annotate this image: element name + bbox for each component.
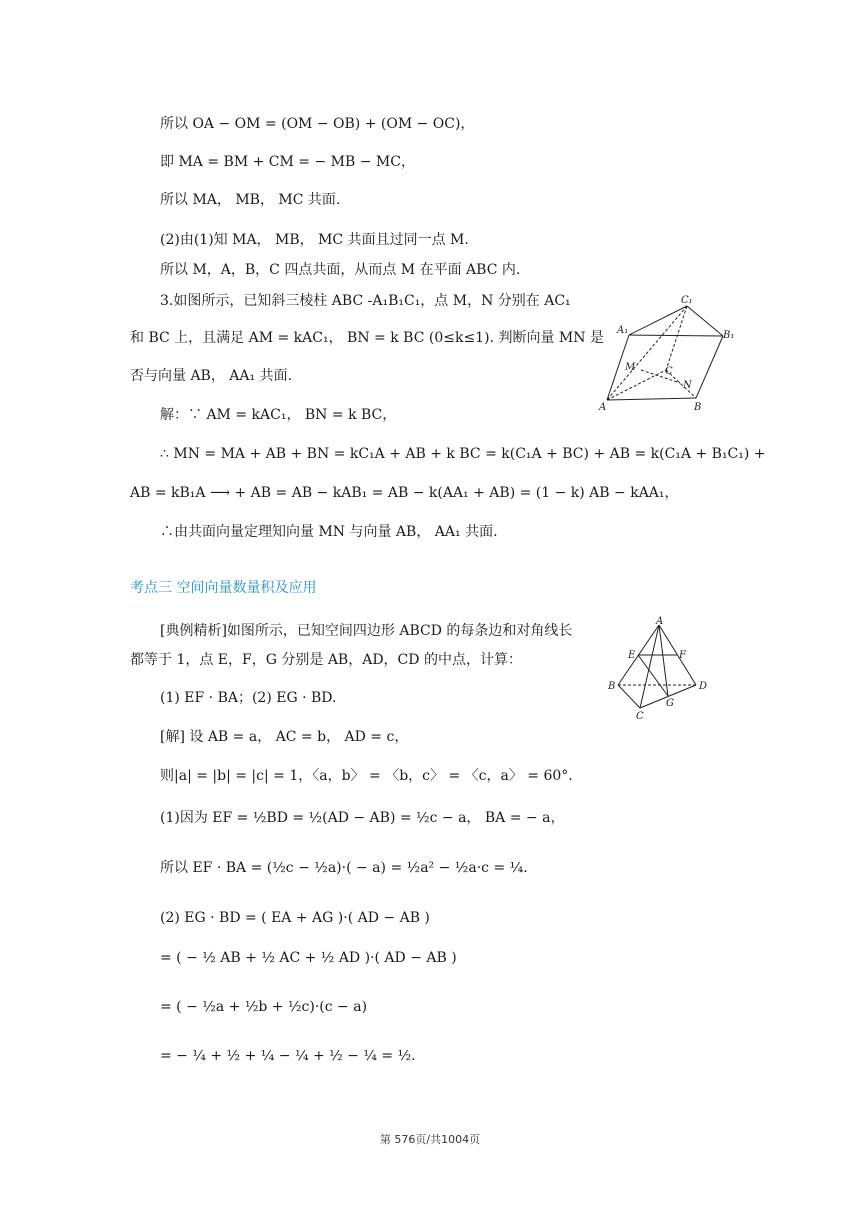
line-12: ∴由共面向量定理知向量 MN 与向量 AB， AA₁ 共面. <box>160 524 498 540</box>
line-6: 3.如图所示，已知斜三棱柱 ABC -A₁B₁C₁，点 M，N 分别在 AC₁ <box>160 293 571 309</box>
line-13: [典例精析]如图所示，已知空间四边形 ABCD 的每条边和对角线长 <box>160 623 573 639</box>
prism-diagonal <box>607 306 687 400</box>
prism-edge <box>629 335 723 336</box>
prism-edge <box>696 336 723 398</box>
line-5: 所以 M，A，B，C 四点共面，从而点 M 在平面 ABC 内. <box>160 262 521 278</box>
label-n: N <box>683 380 692 391</box>
tetrahedron-figure <box>606 615 716 725</box>
prism-hidden-edge <box>666 306 687 370</box>
label-d: D <box>699 681 708 692</box>
line-7: 和 BC 上，且满足 AM = kAC₁， BN = k BC (0≤k≤1). 判断向量 MN 是 <box>130 330 604 346</box>
line-10: ∴ MN = MA + AB + BN = kC₁A + AB + k BC = k(C₁A + BC) + AB = k(C₁A + B₁C₁) + <box>160 446 766 462</box>
prism-edge <box>629 306 687 335</box>
tetra-edge <box>618 685 640 708</box>
label-c1: C₁ <box>681 295 693 306</box>
line-1: 所以 OA − OM = (OM − OB) + (OM − OC)， <box>160 116 475 132</box>
section-heading: 考点三 空间向量数量积及应用 <box>130 580 317 596</box>
line-2: 即 MA = BM + CM = − MB − MC， <box>160 154 415 170</box>
label-b: B <box>694 402 702 413</box>
line-22: = ( − ½a + ½b + ½c)·(c − a) <box>160 999 368 1015</box>
line-20: (2) EG · BD = ( EA + AG )·( AD − AB ) <box>160 910 430 926</box>
line-16: [解] 设 AB = a， AC = b， AD = c， <box>160 729 409 745</box>
line-11: AB = kB₁A ⟶ + AB = AB − kAB₁ = AB − k(AA₁ + AB) = (1 − k) AB − kAA₁， <box>130 485 679 501</box>
label-f: F <box>679 650 686 661</box>
line-4: (2)由(1)知 MA， MB， MC 共面且过同一点 M. <box>160 232 469 248</box>
line-14: 都等于 1，点 E，F，G 分别是 AB，AD，CD 的中点，计算： <box>130 652 522 668</box>
line-17: 则|a| = |b| = |c| = 1，〈a，b〉 = 〈b，c〉 = 〈c，a〉 = 60°. <box>160 768 573 784</box>
line-19: 所以 EF · BA = (½c − ½a)·( − a) = ½a² − ½a·c = ¼. <box>160 860 528 876</box>
label-b: B <box>608 681 616 692</box>
line-15: (1) EF · BA；(2) EG · BD. <box>160 690 337 706</box>
page-footer: 第 576页/共1004页 <box>379 1133 481 1146</box>
label-m: M <box>625 362 636 373</box>
line-8: 否与向量 AB， AA₁ 共面. <box>130 368 293 384</box>
label-a1: A₁ <box>617 325 629 336</box>
label-a: A <box>656 616 664 627</box>
label-b1: B₁ <box>723 330 735 341</box>
line-9: 解：∵ AM = kAC₁， BN = k BC， <box>160 407 397 423</box>
label-g: G <box>666 698 674 709</box>
tetra-edge <box>640 625 659 708</box>
label-c: C <box>665 366 673 377</box>
label-a: A <box>599 402 607 413</box>
prism-segment-mn <box>641 370 680 383</box>
label-c: C <box>636 711 644 722</box>
line-3: 所以 MA， MB， MC 共面. <box>160 192 341 208</box>
line-21: = ( − ½ AB + ½ AC + ½ AD )·( AD − AB ) <box>160 950 457 966</box>
prism-edge <box>687 306 723 336</box>
line-23: = − ¼ + ½ + ¼ − ¼ + ½ − ¼ = ½. <box>160 1048 416 1064</box>
prism-edge <box>607 398 696 400</box>
prism-figure <box>595 290 735 415</box>
label-e: E <box>628 650 636 661</box>
line-18: (1)因为 EF = ½BD = ½(AD − AB) = ½c − a， BA = − a， <box>160 810 565 826</box>
